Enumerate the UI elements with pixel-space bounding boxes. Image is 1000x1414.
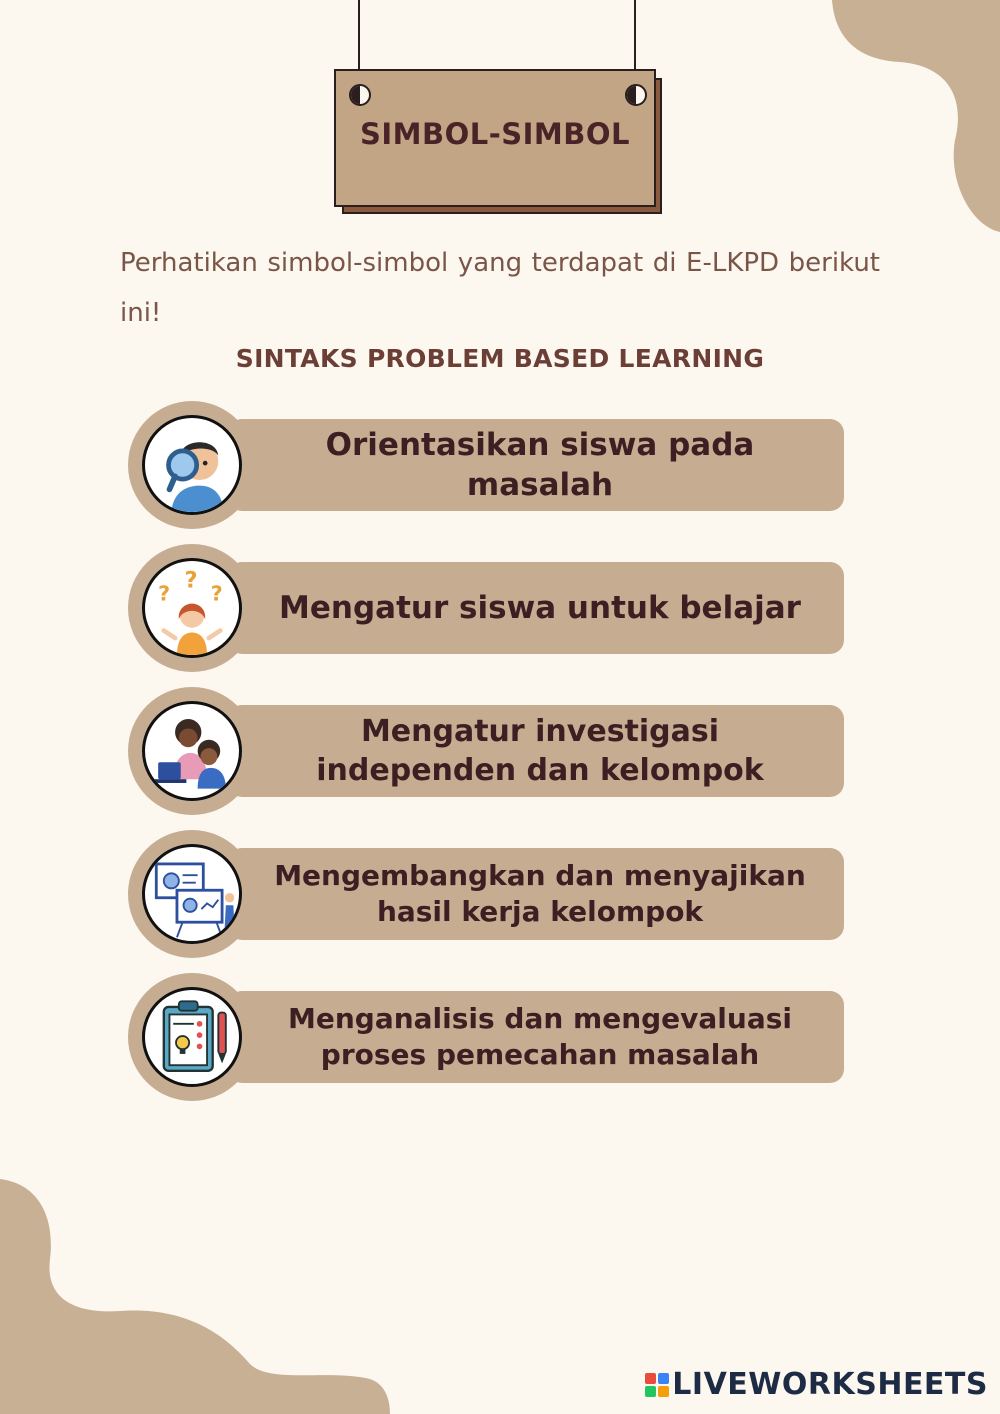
svg-text:?: ? [210, 581, 223, 606]
step-icon-frame [128, 544, 256, 672]
step-item [128, 401, 844, 529]
step-item [128, 830, 844, 958]
confused-person-icon [142, 558, 242, 658]
clipboard-idea-icon [142, 987, 242, 1087]
presentation-board-icon [142, 844, 242, 944]
bottom-left-blob [0, 1179, 392, 1414]
team-laptop-icon [142, 701, 242, 801]
step-label: Mengatur siswa untuk belajar [279, 589, 801, 626]
step-label: Mengembangkan dan menyajikan hasil kerja kelompok [274, 858, 806, 928]
brand-name: LIVEWORKSHEETS [672, 1367, 988, 1402]
sign-board [334, 69, 656, 207]
svg-text:?: ? [184, 567, 198, 594]
hanging-sign [334, 0, 666, 220]
section-subtitle: SINTAKS PROBLEM BASED LEARNING [235, 344, 765, 373]
step-label: Menganalisis dan mengevaluasi proses pemecahan masalah [287, 1001, 792, 1071]
liveworksheets-brand [645, 1367, 988, 1402]
page-title: SIMBOL-SIMBOL [359, 117, 631, 151]
step-label: Orientasikan siswa pada masalah [325, 426, 755, 503]
step-item [128, 973, 844, 1101]
liveworksheets-logo-icon [645, 1373, 669, 1397]
step-icon-frame [128, 973, 256, 1101]
step-item [128, 687, 844, 815]
step-label: Mengatur investigasi independen dan kelompok [316, 714, 764, 788]
magnifier-person-icon [142, 415, 242, 515]
sign-hole-right [625, 84, 647, 106]
step-icon-frame [128, 401, 256, 529]
top-right-blob [610, 0, 1000, 232]
sign-hole-left [349, 84, 371, 106]
svg-text:?: ? [158, 581, 171, 606]
step-item [128, 544, 844, 672]
step-icon-frame [128, 830, 256, 958]
intro-paragraph: Perhatikan simbol-simbol yang terdapat di E-LKPD berikut ini! [120, 248, 880, 328]
step-icon-frame [128, 687, 256, 815]
